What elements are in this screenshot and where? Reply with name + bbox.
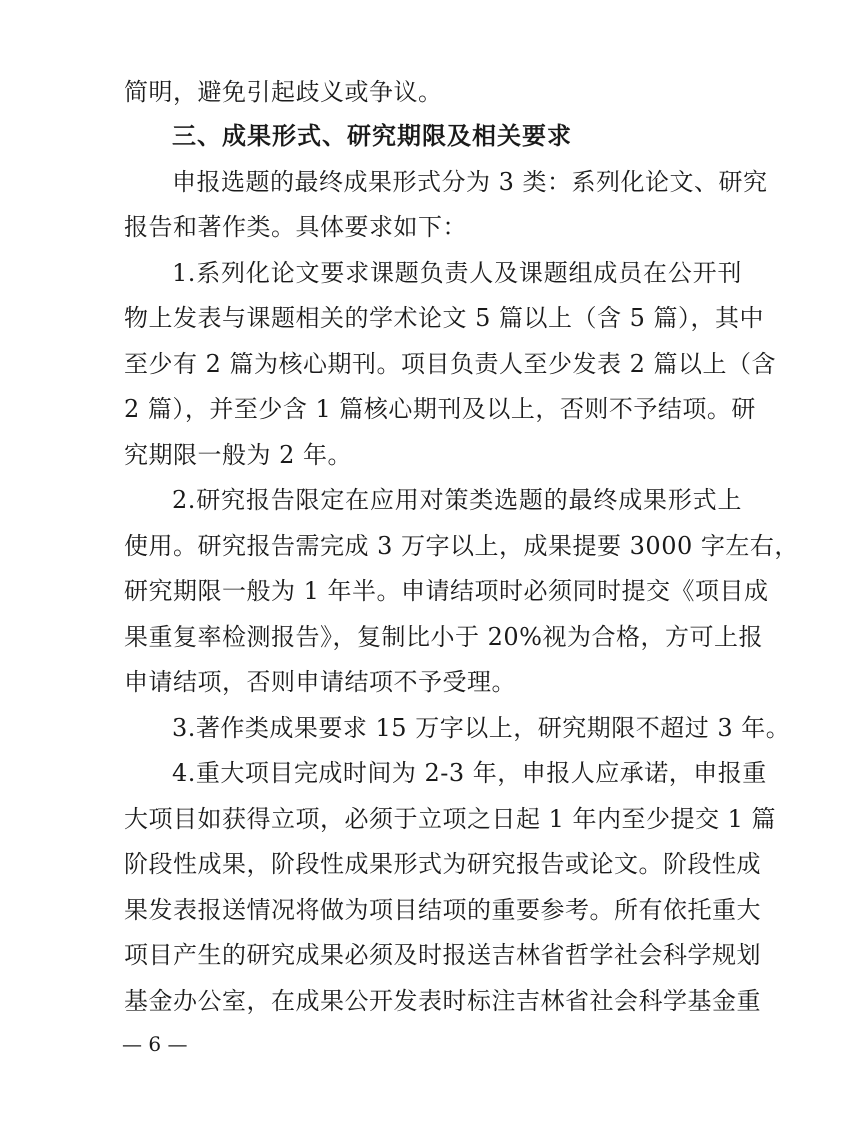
page-number: — 6 — — [122, 1032, 188, 1056]
paragraph-line-item-1: 物上发表与课题相关的学术论文 5 篇以上（含 5 篇），其中 — [124, 304, 765, 332]
paragraph-line-item-4: 4.重大项目完成时间为 2-3 年，申报人应承诺，申报重 — [172, 759, 767, 787]
paragraph-line-item-4: 阶段性成果，阶段性成果形式为研究报告或论文。阶段性成 — [124, 850, 761, 878]
paragraph-line-item-4: 大项目如获得立项，必须于立项之日起 1 年内至少提交 1 篇 — [124, 805, 777, 833]
paragraph-line-item-4: 项目产生的研究成果必须及时报送吉林省哲学社会科学规划 — [124, 941, 761, 969]
paragraph-line-item-1: 究期限一般为 2 年。 — [124, 441, 353, 469]
paragraph-line-item-2: 申请结项，否则申请结项不予受理。 — [124, 668, 516, 696]
paragraph-line-item-1: 2 篇），并至少含 1 篇核心期刊及以上，否则不予结项。研 — [124, 395, 756, 423]
paragraph-line-item-4: 果发表报送情况将做为项目结项的重要参考。所有依托重大 — [124, 896, 761, 924]
paragraph-line-intro: 申报选题的最终成果形式分为 3 类：系列化论文、研究 — [172, 168, 768, 196]
paragraph-line-continuation: 简明，避免引起歧义或争议。 — [124, 78, 443, 106]
paragraph-line-item-2: 2.研究报告限定在应用对策类选题的最终成果形式上 — [172, 486, 742, 514]
paragraph-line-intro: 报告和著作类。具体要求如下： — [124, 213, 467, 241]
paragraph-line-item-2: 研究期限一般为 1 年半。申请结项时必须同时提交《项目成 — [124, 577, 769, 605]
paragraph-line-item-2: 果重复率检测报告》，复制比小于 20%视为合格，方可上报 — [124, 623, 763, 651]
section-heading: 三、成果形式、研究期限及相关要求 — [172, 122, 572, 150]
paragraph-line-item-3: 3.著作类成果要求 15 万字以上，研究期限不超过 3 年。 — [172, 714, 791, 742]
paragraph-line-item-1: 至少有 2 篇为核心期刊。项目负责人至少发表 2 篇以上（含 — [124, 350, 777, 378]
paragraph-line-item-2: 使用。研究报告需完成 3 万字以上，成果提要 3000 字左右， — [124, 532, 799, 560]
paragraph-line-item-1: 1.系列化论文要求课题负责人及课题组成员在公开刊 — [172, 259, 742, 287]
paragraph-line-item-4: 基金办公室，在成果公开发表时标注吉林省社会科学基金重 — [124, 987, 761, 1015]
